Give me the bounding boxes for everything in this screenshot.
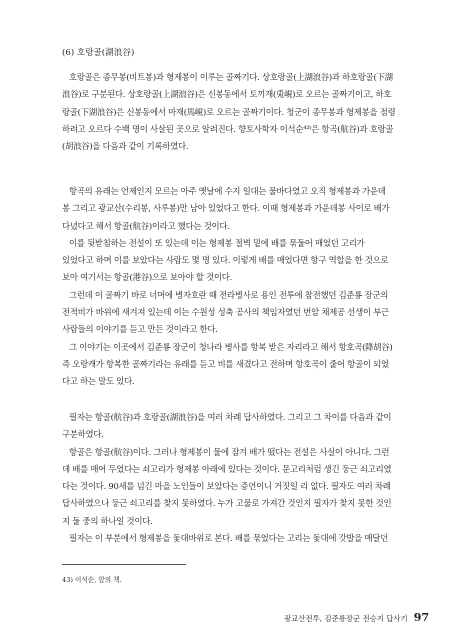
footnote-divider — [62, 564, 186, 565]
paragraph-line: 항골은 항골(航谷)이다. 그러나 형제봉이 물에 잠겨 배가 떴다는 전설은 사실이 아니다. 그런 — [69, 446, 390, 457]
paragraph-intro — [62, 69, 422, 155]
paragraph-line: 구분하였다. — [62, 429, 104, 440]
paragraph-line: 전적비가 바위에 새겨져 있는데 이는 수원성 성축 공사의 책임자였던 번암 채제공 선생이 부근 — [62, 307, 389, 318]
paragraph-line: 있었다고 하며 이를 보았다는 사람도 몇 명 있다. 이렇게 배를 매었다면 항구 역할을 한 것으로 — [62, 255, 389, 266]
paragraph-line: 보아 여기서는 항골(港谷)으로 보아야 할 것이다. — [62, 272, 233, 283]
paragraph-line: 다는 것이다. 90세를 넘긴 마을 노인들이 보았다는 증언이니 거짓일 리 없다. 필자도 여러 차례 — [62, 481, 391, 492]
paragraph-line: 필자는 이 부분에서 형제봉을 돛대바위로 본다. 배를 묶었다는 고리는 돛대에 갓발을 매달던 — [69, 533, 389, 544]
paragraph-line: 다녔다고 해서 항골(航谷)이라고 했다는 것이다. — [62, 220, 230, 231]
page-number: 97 — [413, 611, 429, 624]
section-heading: (6) 호랑골(湖浪谷) — [62, 48, 135, 58]
paragraph-line: (胡浪谷)을 다음과 같이 기록하였다. — [62, 141, 189, 152]
paragraph-line: 데 배를 매어 두었다는 쇠고리가 형제봉 아래에 있다는 것이다. 문고리처럼 생긴 둥근 쇠고리였 — [62, 463, 392, 474]
paragraph-line: 지 둘 중의 하나일 것이다. — [62, 515, 153, 526]
paragraph-line: 답사하였으나 둥근 쇠고리를 찾지 못하였다. 누가 고물로 가져간 것인지 필자가 찾지 못한 것인 — [62, 498, 392, 509]
paragraph-quoted-record — [62, 183, 422, 391]
paragraph-author-analysis — [62, 409, 422, 547]
footnote: 43) 이석순, 앞의 책. — [62, 576, 122, 584]
running-footer — [284, 612, 429, 625]
paragraph-line: 다고 하는 말도 있다. — [62, 376, 135, 387]
paragraph-line: 이를 뒷받침하는 전설이 또 있는데 이는 형제봉 절벽 밑에 배를 묶둘어 매었던 고리가 — [69, 237, 365, 248]
paragraph-line: 봉 그리고 광교산(수리봉, 사루봉)만 남아 있었다고 한다. 이때 형제봉과 가운데봉 사이로 배가 — [62, 203, 390, 214]
paragraph-line: 즉 오랑캐가 항복한 골짜기라는 유래를 듣고 비를 새겼다고 전하며 항호곡이 줄어 항골이 되었 — [62, 358, 389, 369]
paragraph-line: 항곡의 유래는 언제인지 모르는 아주 옛날에 수지 일대는 물바다였고 오직 형제봉과 가운데 — [69, 186, 386, 196]
paragraph-line: 하려고 오르다 수백 명이 사살된 곳으로 알려진다. 향토사학자 이석순⁴³⁾은 항곡(航谷)과 호랑골 — [62, 123, 394, 134]
paragraph-line: 필자는 항골(航谷)과 호랑골(湖浪谷)을 여러 차례 답사하였다. 그리고 그 차이를 다음과 같이 — [69, 412, 392, 422]
paragraph-line: 그 이야기는 이곳에서 김준룡 장군이 청나라 병사를 항복 받은 자리라고 해서 항호곡(降胡谷) — [69, 341, 393, 352]
paragraph-line: 그런데 이 골짜기 바로 너머에 병자호란 때 전라병사로 용인 전투에 참전했던 김준룡 장군의 — [69, 289, 389, 300]
running-title: 광교산전투, 김준룡장군 전승지 답사기 — [284, 614, 408, 623]
paragraph-line: 호랑골은 종무봉(비트봉)과 형제봉이 이루는 골짜기다. 상호랑골(上湖浪谷)과 하호랑골(下湖 — [69, 72, 393, 82]
paragraph-line: 사람들의 이야기를 듣고 만든 것이라고 한다. — [62, 324, 218, 335]
paragraph-line: 랑골(下湖浪谷)은 신봉동에서 마재(馬峴)로 오르는 골짜기이다. 청군이 종무봉과 형제봉을 점령 — [62, 106, 396, 117]
paragraph-line: 浪谷)로 구분된다. 상호랑골(上湖浪谷)은 신봉동에서 토끼재(兎峴)로 오르는 골짜기이고, 하호 — [62, 89, 392, 100]
